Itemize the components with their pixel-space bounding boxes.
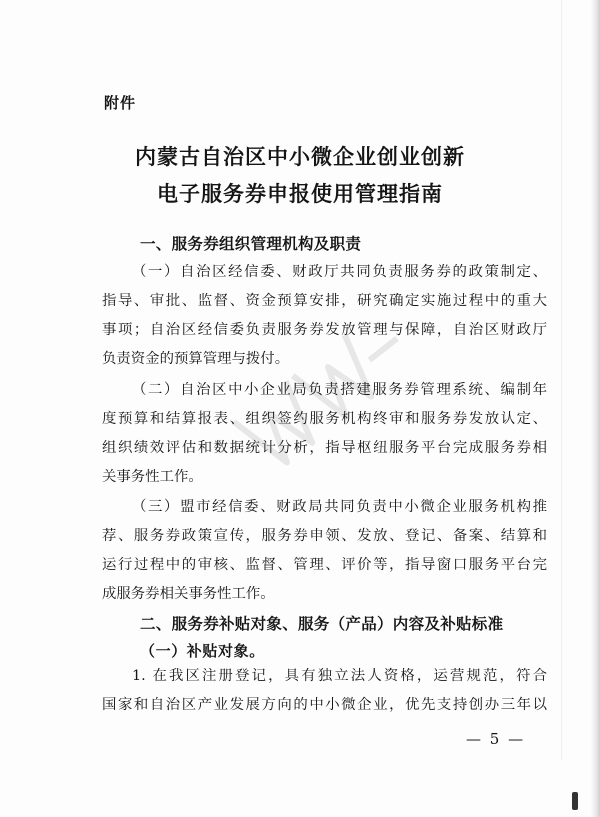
page-edge-shadow: [590, 0, 600, 817]
text-line: 荐、服务券政策宣传，服务券申领、发放、登记、备案、结算和: [102, 528, 547, 544]
document-title-line-1: 内蒙古自治区中小微企业创业创新: [135, 144, 465, 169]
section-2-paragraph-1: [102, 662, 547, 720]
text-line: （一）自治区经信委、财政厅共同负责服务券的政策制定、: [132, 264, 547, 280]
section-2-subheading: （一）补贴对象。: [140, 642, 265, 660]
page-number: — 5 —: [466, 730, 526, 748]
text-line: 负责资金的预算管理与拨付。: [102, 351, 290, 367]
document-title-line-2: 电子服务券申报使用管理指南: [157, 181, 443, 206]
text-line: 1. 在我区注册登记，具有独立法人资格，运营规范，符合: [132, 668, 547, 684]
scan-artifact-speck: [572, 792, 578, 810]
section-2-heading: 二、服务券补贴对象、服务（产品）内容及补贴标准: [140, 614, 504, 633]
text-line: （二）自治区中小企业局负责搭建服务券管理系统、编制年: [132, 382, 547, 398]
scan-artifact-line: [561, 0, 562, 760]
text-line: 关事务性工作。: [102, 469, 203, 485]
section-1-paragraph-3: [102, 493, 547, 609]
text-line: 事项；自治区经信委负责服务券发放管理与保障，自治区财政厅: [102, 322, 547, 338]
text-line: 运行过程中的审核、监督、管理、评价等，指导窗口服务平台完: [102, 557, 547, 573]
text-line: 度预算和结算报表、组织签约服务机构终审和服务券发放认定、: [102, 411, 547, 427]
text-line: 国家和自治区产业发展方向的中小微企业，优先支持创办三年以: [102, 697, 547, 713]
text-line: 组织绩效评估和数据统计分析，指导枢纽服务平台完成服务券相: [102, 440, 547, 456]
section-1-heading: 一、服务券组织管理机构及职责: [140, 234, 362, 253]
text-line: （三）盟市经信委、财政局共同负责中小微企业服务机构推: [132, 499, 547, 515]
section-1-paragraph-1: [102, 258, 547, 374]
section-1-paragraph-2: [102, 376, 547, 492]
text-line: 成服务券相关事务性工作。: [102, 586, 275, 602]
text-line: 指导、审批、监督、资金预算安排，研究确定实施过程中的重大: [102, 293, 547, 309]
annex-label: 附件: [104, 94, 137, 112]
